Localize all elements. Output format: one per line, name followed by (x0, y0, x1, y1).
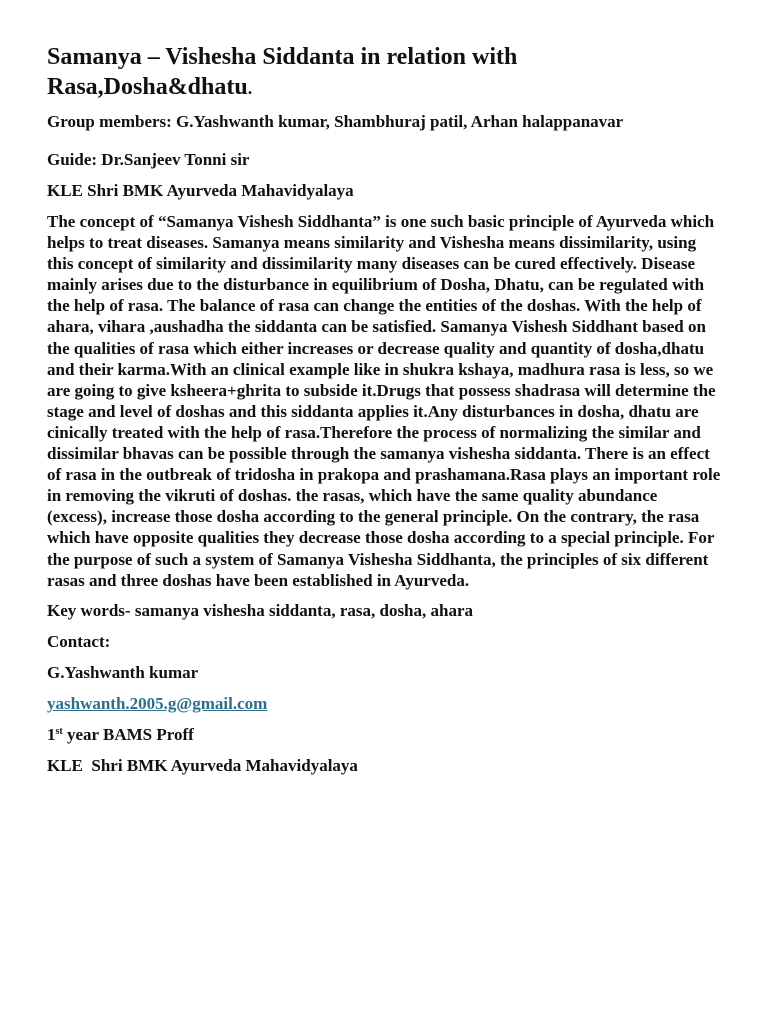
title-line-2: Rasa,Dosha&dhatu (47, 74, 248, 100)
year-suffix: st (55, 725, 63, 737)
contact-label: Contact: (47, 631, 111, 651)
contact-year (47, 724, 721, 745)
contact-name: G.Yashwanth kumar (47, 662, 199, 682)
title-period: . (247, 78, 253, 98)
guide-line: Guide: Dr.Sanjeev Tonni sir (47, 150, 250, 169)
year-number: 1 (47, 724, 56, 744)
keywords-line: Key words- samanya vishesha siddanta, rasa, dosha, ahara (47, 600, 474, 620)
contact-email-line (47, 693, 721, 714)
group-members: Group members: G.Yashwanth kumar, Shambhuraj patil, Arhan halappanavar (47, 112, 624, 131)
document-page (47, 42, 721, 776)
contact-college: KLE Shri BMK Ayurveda Mahavidyalaya (47, 755, 358, 775)
email-link[interactable]: yashwanth.2005.g@gmail.com (47, 693, 268, 713)
document-title (47, 42, 721, 103)
title-line-1: Samanya – Vishesha Siddanta in relation with (47, 44, 518, 70)
college-line: KLE Shri BMK Ayurveda Mahavidyalaya (47, 181, 354, 200)
abstract-paragraph: The concept of “Samanya Vishesh Siddhanta” is one such basic principle of Ayurveda which helps to treat diseases. Samanya means similarity and Vishesha means dissimilarity, using this concept of similarity and dissimilarity many diseases can be cured effectively. Disease mainly arises due to the disturbance in equilibrium of Dosha, Dhatu, can be regulated with the help of rasa. The balance of rasa can change the entities of the doshas. With the help of ahara, vihara ,aushadha the siddanta can be satisfied. Samanya Vishesh Siddhant based on the qualities of rasa which either increases or decrease quality and quantity of dosha,dhatu and their karma.With an clinical example like in shukra kshaya, madhura rasa is less, so we are going to give ksheera+ghrita to subside it.Drugs that possess shadrasa will determine the stage and level of doshas and this siddanta applies it.Any disturbances in dosha, dhatu are cinically treated with the help of rasa.Therefore the process of normalizing the similar and dissimilar bhavas can be possible through the samanya vishesha siddanta. There is an effect of rasa in the outbreak of tridosha in prakopa and prashamana.Rasa plays an important role in removing the vikruti of doshas. the rasas, which have the same quality abundance (excess), increase those dosha according to the general principle. On the contrary, the rasa which have opposite qualities they decrease those dosha according to a special principle. For the purpose of such a system of Samanya Vishesha Siddhanta, the principles of six different rasas and three doshas have been established in Ayurveda. (47, 212, 721, 590)
year-rest: year BAMS Proff (62, 724, 194, 744)
